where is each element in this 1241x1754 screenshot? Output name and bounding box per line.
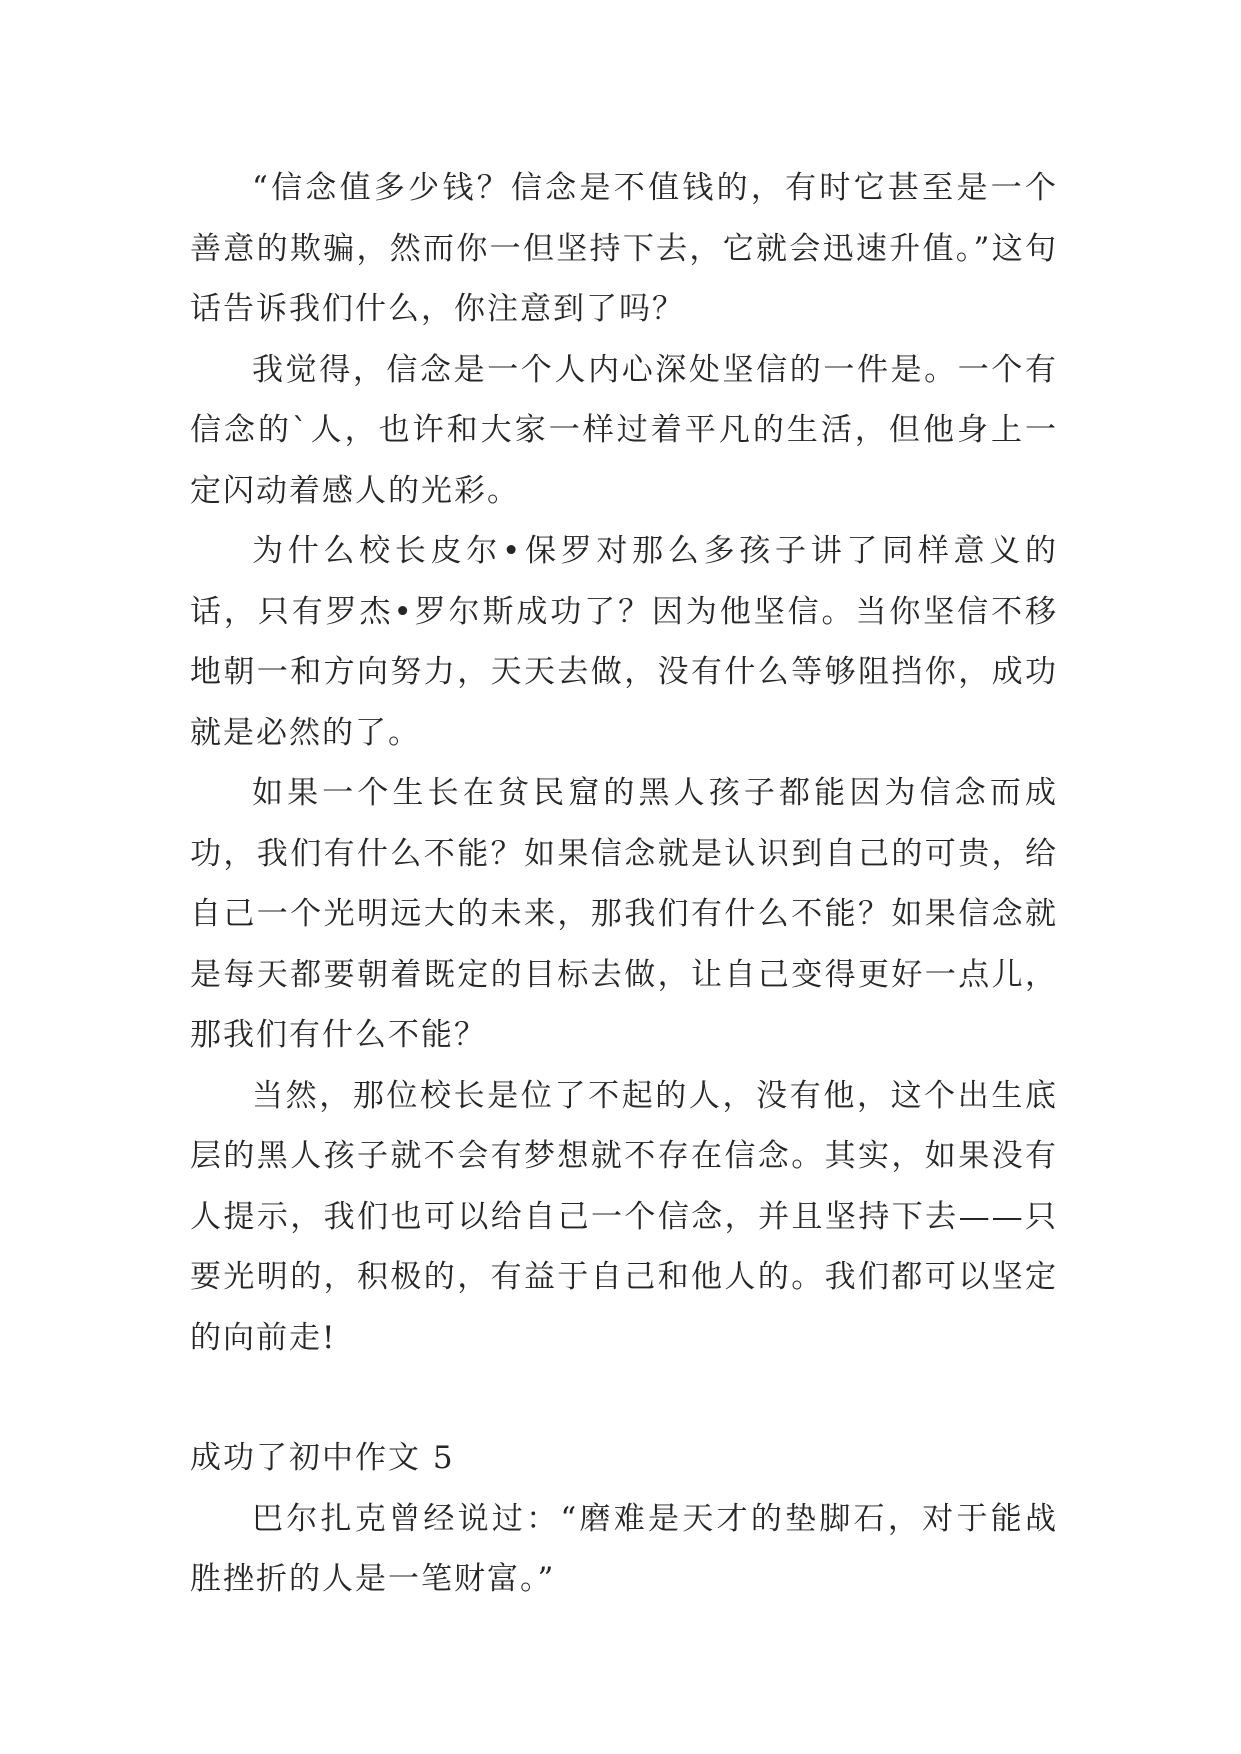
paragraph-my-view: 我觉得，信念是一个人内心深处坚信的一件是。一个有信念的`人，也许和大家一样过着平凡的生活，但他身上一定闪动着感人的光彩。 (190, 351, 1058, 509)
paragraph-principal: 当然，那位校长是位了不起的人，没有他，这个出生底层的黑人孩子就不会有梦想就不存在信念。其实，如果没有人提示，我们也可以给自己一个信念，并且坚持下去——只要光明的，积极的，有益于自己和他人的。我们都可以坚定的向前走! (190, 1077, 1058, 1356)
paragraph-belief-value: “信念值多少钱？信念是不值钱的，有时它甚至是一个善意的欺骗，然而你一但坚持下去，它就会迅速升值。”这句话告诉我们什么，你注意到了吗？ (190, 170, 1058, 327)
section-title: 成功了初中作文 5 (190, 1440, 455, 1476)
paragraph-balzac-quote: 巴尔扎克曾经说过：“磨难是天才的垫脚石，对于能战胜挫折的人是一笔财富。” (190, 1500, 1058, 1597)
document-body (190, 158, 1058, 1610)
paragraph-why-success: 为什么校长皮尔•保罗对那么多孩子讲了同样意义的话，只有罗杰•罗尔斯成功了？因为他坚信。当你坚信不移地朝一和方向努力，天天去做，没有什么等够阻挡你，成功就是必然的了。 (190, 533, 1058, 751)
paragraph-what-cannot: 如果一个生长在贫民窟的黑人孩子都能因为信念而成功，我们有什么不能？如果信念就是认识到自己的可贵，给自己一个光明远大的未来，那我们有什么不能？如果信念就是每天都要朝着既定的目标去做，让自己变得更好一点儿，那我们有什么不能？ (190, 775, 1058, 1053)
